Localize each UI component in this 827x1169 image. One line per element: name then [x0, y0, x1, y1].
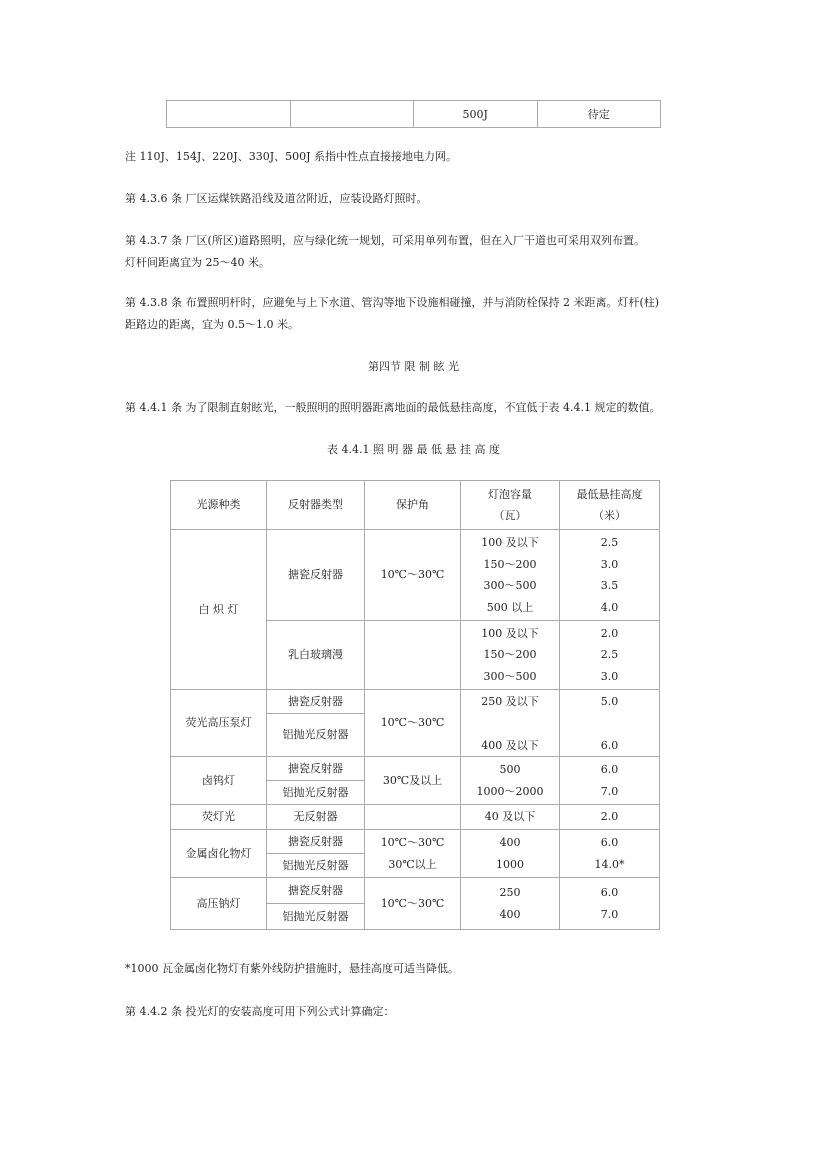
angle-cell: 10℃～30℃ [365, 878, 461, 930]
note-paragraph: 注 110J、154J、220J、330J、500J 系指中性点直接接地电力网。 [125, 150, 458, 163]
section-title: 第四节 限 制 眩 光 [368, 360, 459, 373]
source-sodium: 高压钠灯 [171, 878, 267, 930]
height-cell: 6.0 14.0* [560, 830, 660, 878]
reflector-cell: 铝抛光反射器 [267, 714, 365, 757]
article-line: 第 4.3.7 条 厂区(所区)道路照明，应与绿化统一规划，可采用单列布置，但在入厂干道也可采用双列布置。 [125, 234, 646, 247]
table-cell [290, 101, 414, 128]
height-cell: 2.0 [560, 805, 660, 830]
reflector-cell: 搪瓷反射器 [267, 530, 365, 621]
source-fluorescent: 荧灯光 [171, 805, 267, 830]
table-row [171, 757, 660, 781]
angle-cell [365, 805, 461, 830]
article-4-3-7 [125, 230, 715, 274]
table-row [171, 690, 660, 714]
header-angle: 保护角 [365, 481, 461, 530]
height-cell: 5.0 6.0 [560, 690, 660, 757]
header-height: 最低悬挂高度 （米） [560, 481, 660, 530]
table-footnote: *1000 瓦金属卤化物灯有紫外线防护措施时，悬挂高度可适当降低。 [125, 962, 459, 975]
height-cell: 6.0 7.0 [560, 878, 660, 930]
angle-cell [365, 621, 461, 690]
reflector-cell: 无反射器 [267, 805, 365, 830]
height-cell: 6.0 7.0 [560, 757, 660, 805]
reflector-cell: 铝抛光反射器 [267, 781, 365, 805]
capacity-cell: 500 1000～2000 [461, 757, 560, 805]
suspension-height-table [170, 480, 660, 930]
capacity-cell: 250 400 [461, 878, 560, 930]
reflector-cell: 搪瓷反射器 [267, 757, 365, 781]
capacity-cell: 100 及以下 150～200 300～500 [461, 621, 560, 690]
source-halogen: 卤钨灯 [171, 757, 267, 805]
source-metal-halide: 金属卤化物灯 [171, 830, 267, 878]
angle-cell: 10℃～30℃ [365, 690, 461, 757]
header-reflector: 反射器类型 [267, 481, 365, 530]
article-4-3-8 [125, 292, 715, 336]
table-row [171, 878, 660, 904]
source-incandescent: 白 炽 灯 [171, 530, 267, 690]
reflector-cell: 乳白玻璃漫 [267, 621, 365, 690]
capacity-cell: 250 及以下 400 及以下 [461, 690, 560, 757]
table-row [171, 805, 660, 830]
capacity-cell: 100 及以下 150～200 300～500 500 以上 [461, 530, 560, 621]
angle-cell: 30℃及以上 [365, 757, 461, 805]
height-cell: 2.0 2.5 3.0 [560, 621, 660, 690]
capacity-cell: 400 1000 [461, 830, 560, 878]
reflector-cell: 搪瓷反射器 [267, 690, 365, 714]
article-4-4-2: 第 4.4.2 条 投光灯的安装高度可用下列公式计算确定： [125, 1005, 395, 1018]
reflector-cell: 搪瓷反射器 [267, 878, 365, 904]
header-source: 光源种类 [171, 481, 267, 530]
height-cell: 2.5 3.0 3.5 4.0 [560, 530, 660, 621]
article-4-4-1: 第 4.4.1 条 为了限制直射眩光，一般照明的照明器距离地面的最低悬挂高度，不宜低于表 4.4.1 规定的数值。 [125, 401, 661, 414]
table-cell: 500J [414, 101, 538, 128]
table-cell: 待定 [537, 101, 661, 128]
table-row [171, 830, 660, 854]
article-line: 灯杆间距离宜为 25～40 米。 [125, 256, 270, 269]
angle-cell: 10℃～30℃ 30℃以上 [365, 830, 461, 878]
source-mercury: 荧光高压泵灯 [171, 690, 267, 757]
angle-cell: 10℃～30℃ [365, 530, 461, 621]
table-row [171, 530, 660, 621]
capacity-cell: 40 及以下 [461, 805, 560, 830]
table-header-row [171, 481, 660, 530]
article-line: 第 4.3.8 条 布置照明杆时，应避免与上下水道、管沟等地下设施相碰撞，并与消防栓保持 2 米距离。灯杆(柱) [125, 296, 660, 309]
header-capacity: 灯泡容量 （瓦） [461, 481, 560, 530]
reflector-cell: 铝抛光反射器 [267, 904, 365, 930]
table-caption: 表 4.4.1 照 明 器 最 低 悬 挂 高 度 [327, 443, 500, 456]
reflector-cell: 搪瓷反射器 [267, 830, 365, 854]
article-4-3-6: 第 4.3.6 条 厂区运煤铁路沿线及道岔附近，应装设路灯照时。 [125, 192, 428, 205]
table-row [167, 101, 661, 128]
article-line: 距路边的距离，宜为 0.5～1.0 米。 [125, 318, 299, 331]
reflector-cell: 铝抛光反射器 [267, 854, 365, 878]
table-cell [167, 101, 291, 128]
continued-table [166, 100, 661, 128]
